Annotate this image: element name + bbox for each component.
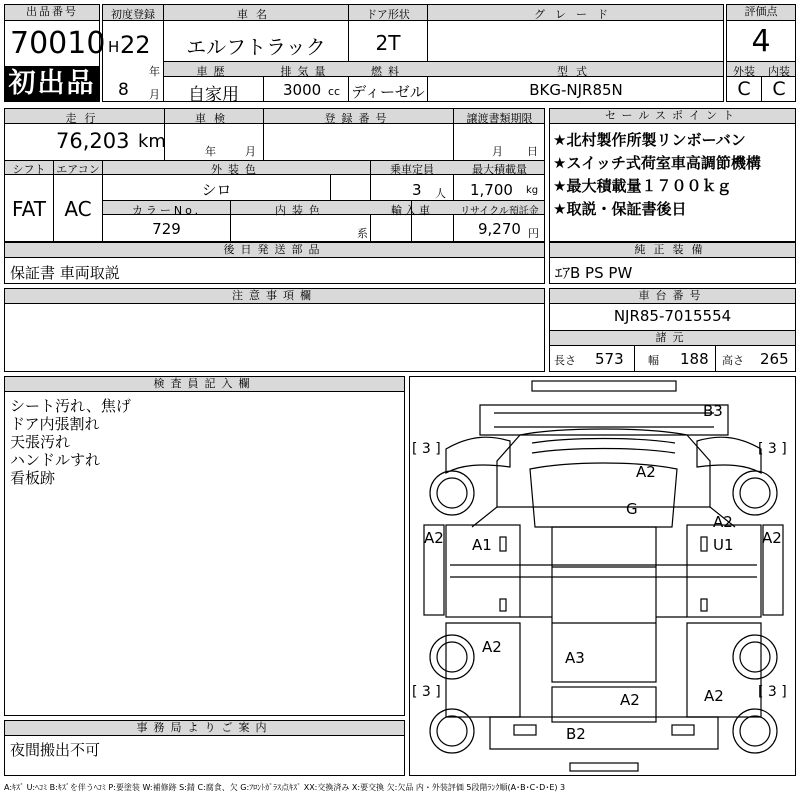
max-load-label: 最大積載量	[472, 163, 527, 176]
damage-map	[409, 376, 796, 776]
chassis-label: 車台番号	[550, 289, 795, 304]
mark-door-right: U1	[713, 536, 734, 554]
aircon-label: エアコン	[56, 163, 100, 176]
first-listing-badge: 初出品	[5, 66, 99, 101]
sales-point-item: ★取説・保証書後日	[553, 200, 687, 218]
interior-grade-value: C	[772, 78, 786, 100]
displacement-unit: cc	[328, 85, 341, 98]
shift-value: FAT	[11, 197, 46, 221]
transfer-month-unit: 月	[492, 145, 503, 158]
reg-month: 8	[118, 80, 129, 100]
inspector-line: 天張汚れ	[10, 433, 71, 451]
office-value: 夜間搬出不可	[10, 741, 101, 759]
recycle-unit: 円	[528, 227, 539, 240]
recycle-value: 9,270	[478, 220, 521, 238]
reg-era: H	[108, 38, 120, 56]
mileage-label: 走行	[65, 112, 104, 125]
shipped-later-label: 後日発送部品	[5, 243, 544, 258]
mark-hood: A2	[636, 463, 656, 481]
history-value: 自家用	[188, 85, 239, 105]
reg-year: 22	[120, 31, 151, 59]
legend-text: A:ｷｽﾞ U:ﾍｺﾐ B:ｷｽﾞを伴うﾍｺﾐ P:要塗装 W:補修跡 S:錆 C:腐食、欠 G:ﾌﾛﾝﾄｶﾞﾗｽ点ｷｽﾞ XX:交換済み X:要交換 欠:欠品 内・外装評価 5段階ﾗﾝｸ順(A･B･C･D･E) 3	[4, 783, 566, 792]
car-name-label: 車名	[237, 8, 275, 21]
mark-rear-bumper: B2	[566, 725, 586, 743]
interior-grade-label: 内装	[768, 65, 790, 78]
aircon-value: AC	[64, 197, 92, 221]
inspection-month-unit: 月	[245, 145, 256, 158]
registration-label: 初度登録	[111, 8, 155, 21]
inspector-line: ドア内張割れ	[10, 415, 100, 433]
equipment-value: ｴｱB PS PW	[555, 264, 633, 282]
exterior-color-label: 外装色	[211, 163, 262, 176]
inspection-year-unit: 年	[205, 145, 216, 158]
tire-rear-left-label: [ 3 ]	[412, 684, 441, 700]
transfer-day-unit: 日	[527, 145, 538, 158]
color-no-value: 729	[152, 220, 181, 238]
height-label: 高さ	[722, 354, 744, 367]
door-label: ドア形状	[366, 8, 410, 21]
exterior-grade-label: 外装	[733, 65, 755, 78]
height-value: 265	[760, 350, 789, 368]
reg-year-unit: 年	[149, 65, 160, 78]
inspector-line: 看板跡	[10, 469, 56, 487]
door-value: 2T	[375, 31, 401, 55]
color-no-label: カラーNo.	[131, 204, 202, 217]
lot-number: 70010	[10, 26, 106, 61]
truck-diagram	[410, 377, 797, 777]
lot-label: 出品番号	[5, 5, 99, 21]
tire-front-left-label: [ 3 ]	[412, 441, 441, 457]
office-label: 事務局よりご案内	[5, 721, 404, 736]
car-name-value: エルフトラック	[186, 35, 326, 59]
width-label: 幅	[648, 354, 659, 367]
tire-rear-right-label: [ 3 ]	[758, 684, 787, 700]
sales-points-label: セールスポイント	[550, 109, 795, 124]
notes-label: 注意事項欄	[5, 289, 544, 304]
length-value: 573	[595, 350, 624, 368]
import-label: 輸入車	[391, 204, 433, 217]
shift-label: シフト	[12, 163, 46, 176]
inspection-label: 車検	[195, 112, 233, 125]
reg-month-unit: 月	[149, 88, 160, 101]
capacity-unit: 人	[435, 187, 446, 200]
history-label: 車歴	[196, 65, 231, 78]
mileage-unit: km	[138, 131, 166, 152]
tire-front-right-label: [ 3 ]	[758, 441, 787, 457]
displacement-label: 排気量	[280, 65, 332, 78]
mark-tail: A2	[620, 691, 640, 709]
sales-point-item: ★北村製作所製リンボーバン	[553, 131, 746, 149]
length-label: 長さ	[554, 354, 576, 367]
mark-rear-right: A2	[704, 687, 724, 705]
capacity-value: 3	[412, 181, 422, 199]
fuel-value: ディーゼル	[351, 83, 425, 101]
inspector-line: シート汚れ、焦げ	[10, 397, 131, 415]
sales-point-item: ★最大積載量１７００ｋｇ	[553, 177, 732, 195]
chassis-value: NJR85-7015554	[613, 307, 732, 325]
exterior-color-value: シロ	[201, 181, 232, 199]
inspector-label: 検査員記入欄	[5, 377, 404, 392]
width-value: 188	[680, 350, 709, 368]
transfer-label: 譲渡書類期限	[466, 112, 533, 125]
max-load-unit: kg	[526, 185, 539, 196]
equipment-label: 純正装備	[550, 243, 795, 258]
mark-front-bumper: B3	[703, 402, 723, 420]
mark-door-left: A1	[472, 536, 492, 554]
interior-color-label: 内装色	[275, 204, 326, 217]
model-value: BKG-NJR85N	[529, 81, 623, 99]
score-value: 4	[751, 24, 771, 59]
fuel-label: 燃料	[371, 65, 405, 78]
grade-label: グレード	[534, 8, 618, 21]
inspector-line: ハンドルすれ	[10, 451, 101, 469]
shipped-later-value: 保証書 車両取説	[10, 264, 120, 282]
mileage-value: 76,203	[56, 129, 130, 153]
mark-roof: A3	[565, 649, 585, 667]
mark-fender-right: A2	[713, 513, 733, 531]
mark-side-right: A2	[762, 529, 782, 547]
interior-color-suffix: 系	[357, 227, 368, 240]
max-load-value: 1,700	[470, 181, 513, 199]
mark-fender-left: A2	[424, 529, 444, 547]
capacity-label: 乗車定員	[390, 163, 434, 176]
reg-number-label: 登録番号	[324, 112, 393, 125]
mark-windshield: G	[626, 500, 638, 518]
score-label: 評価点	[727, 5, 795, 21]
exterior-grade-value: C	[737, 78, 751, 100]
model-label: 型式	[557, 65, 595, 78]
sales-point-item: ★スイッチ式荷室車高調節機構	[553, 154, 761, 172]
dimensions-label: 諸元	[550, 331, 795, 346]
mark-rear-fender-left: A2	[482, 638, 502, 656]
recycle-label: リサイクル預託金	[460, 206, 539, 217]
displacement-value: 3000	[283, 81, 322, 99]
